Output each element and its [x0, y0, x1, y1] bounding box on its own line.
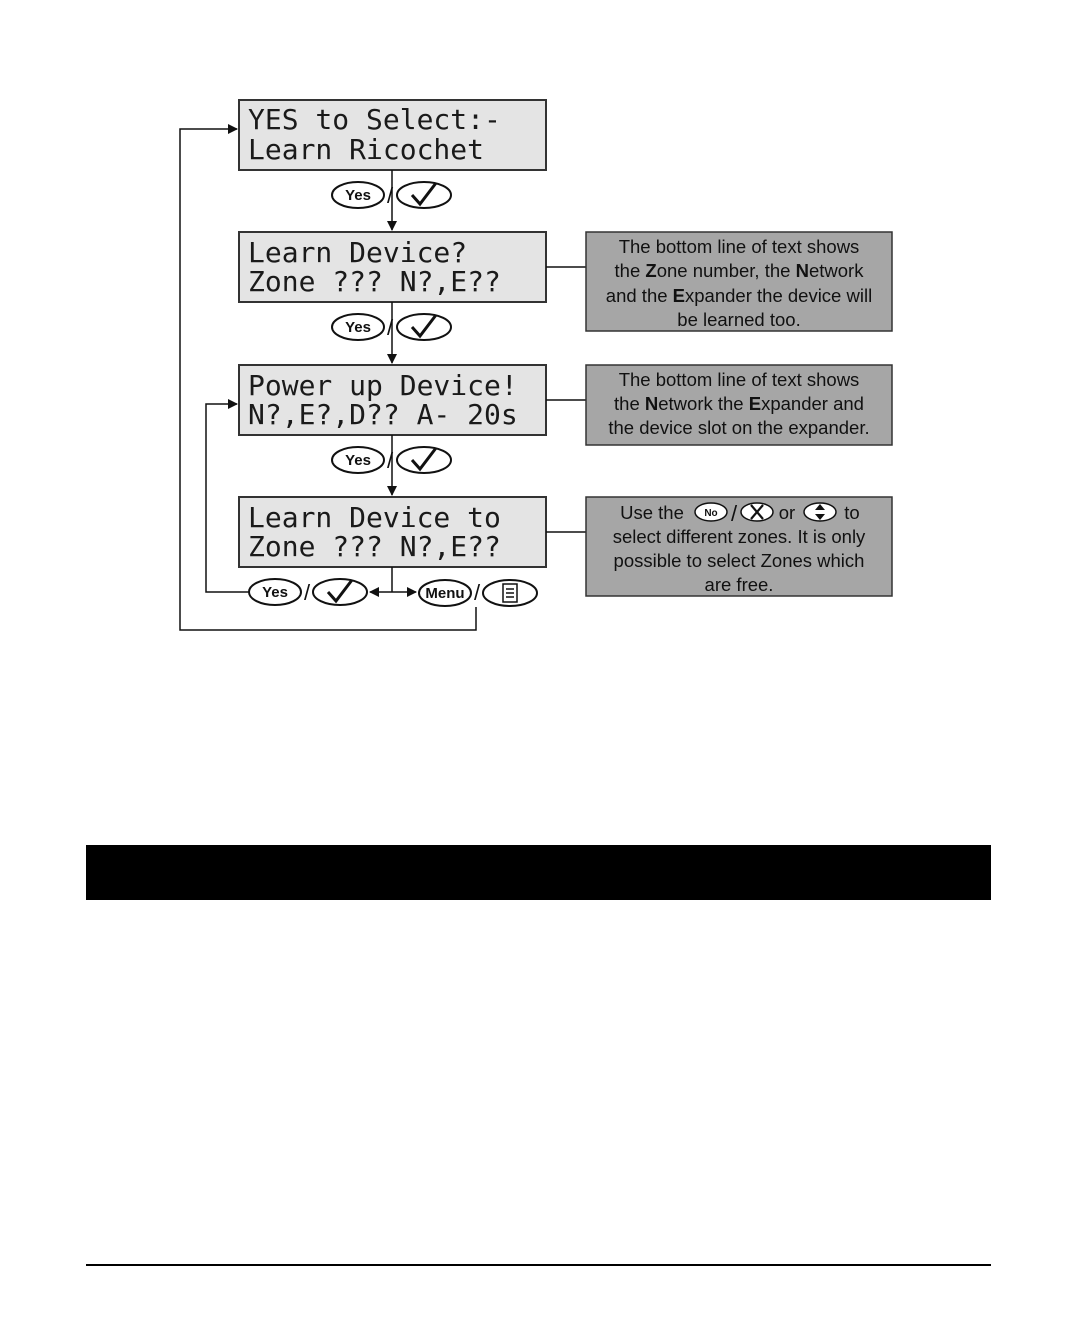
- no-button-label: No: [704, 508, 718, 519]
- note-box-2: [586, 365, 892, 445]
- note-box-3: [586, 497, 892, 596]
- yes-button[interactable]: [332, 447, 384, 473]
- yes-button-label: Yes: [345, 452, 371, 469]
- lcd-screen-4-line1: Learn Device to: [248, 501, 501, 534]
- lcd-screen-1-line2: Learn Ricochet: [248, 133, 485, 166]
- scroll-button-icon: [804, 503, 836, 521]
- yes-button-label: Yes: [262, 584, 288, 601]
- note3-or: or: [778, 502, 796, 523]
- lcd-screen-3: [239, 365, 546, 435]
- note3-line1-pre: Use the: [620, 502, 684, 523]
- note1-line3: and the Expander the device will: [605, 285, 873, 306]
- yes-tick-pair-2: [332, 314, 451, 340]
- cross-button-icon: [741, 503, 773, 521]
- lcd-screen-2-line1: Learn Device?: [248, 236, 468, 269]
- note3-line3: possible to select Zones which: [613, 550, 865, 571]
- separator-slash: /: [730, 501, 738, 526]
- footer-rule: [86, 1264, 991, 1266]
- separator-slash: /: [386, 315, 394, 340]
- yes-button[interactable]: [332, 182, 384, 208]
- tick-button[interactable]: [397, 447, 451, 473]
- note-box-1: [586, 232, 892, 331]
- yes-button[interactable]: [332, 314, 384, 340]
- lcd-screen-4: [239, 497, 546, 567]
- yes-tick-pair-3: [332, 447, 451, 473]
- separator-slash: /: [303, 580, 311, 605]
- note3-line4: are free.: [704, 574, 774, 595]
- menu-button[interactable]: [419, 580, 471, 606]
- lcd-screen-3-line1: Power up Device!: [248, 369, 518, 402]
- note2-line2: the Network the Expander and: [614, 393, 864, 414]
- lcd-screen-1: [239, 100, 546, 170]
- note1-line2: the Zone number, the Network: [614, 260, 864, 281]
- learn-ricochet-flow-diagram: [0, 0, 1078, 660]
- note3-line1-to: to: [844, 502, 860, 523]
- separator-slash: /: [386, 448, 394, 473]
- lcd-screen-4-line2: Zone ??? N?,E??: [248, 530, 501, 563]
- yes-button[interactable]: [249, 579, 301, 605]
- note2-line1: The bottom line of text shows: [618, 369, 860, 390]
- menu-list-icon: [503, 584, 517, 602]
- yes-tick-pair-4: [249, 579, 367, 605]
- no-button-icon: [695, 503, 727, 521]
- lcd-screen-1-line1: YES to Select:-: [248, 103, 501, 136]
- note1-line1: The bottom line of text shows: [618, 236, 860, 257]
- section-header-bar: [86, 845, 991, 900]
- tick-button[interactable]: [397, 314, 451, 340]
- yes-tick-pair-1: [332, 182, 451, 208]
- note2-line3: the device slot on the expander.: [608, 417, 870, 438]
- tick-button[interactable]: [397, 182, 451, 208]
- note3-line2: select different zones. It is only: [612, 526, 866, 547]
- separator-slash: /: [386, 183, 394, 208]
- note1-line4: be learned too.: [677, 309, 801, 330]
- lcd-screen-3-line2: N?,E?,D?? A- 20s: [248, 398, 518, 431]
- menu-icon-button[interactable]: [483, 580, 537, 606]
- tick-button[interactable]: [313, 579, 367, 605]
- menu-pair: [419, 580, 537, 606]
- yes-button-label: Yes: [345, 319, 371, 336]
- yes-button-label: Yes: [345, 187, 371, 204]
- lcd-screen-2-line2: Zone ??? N?,E??: [248, 265, 501, 298]
- lcd-screen-2: [239, 232, 546, 302]
- separator-slash: /: [473, 580, 481, 605]
- menu-button-label: Menu: [425, 585, 465, 602]
